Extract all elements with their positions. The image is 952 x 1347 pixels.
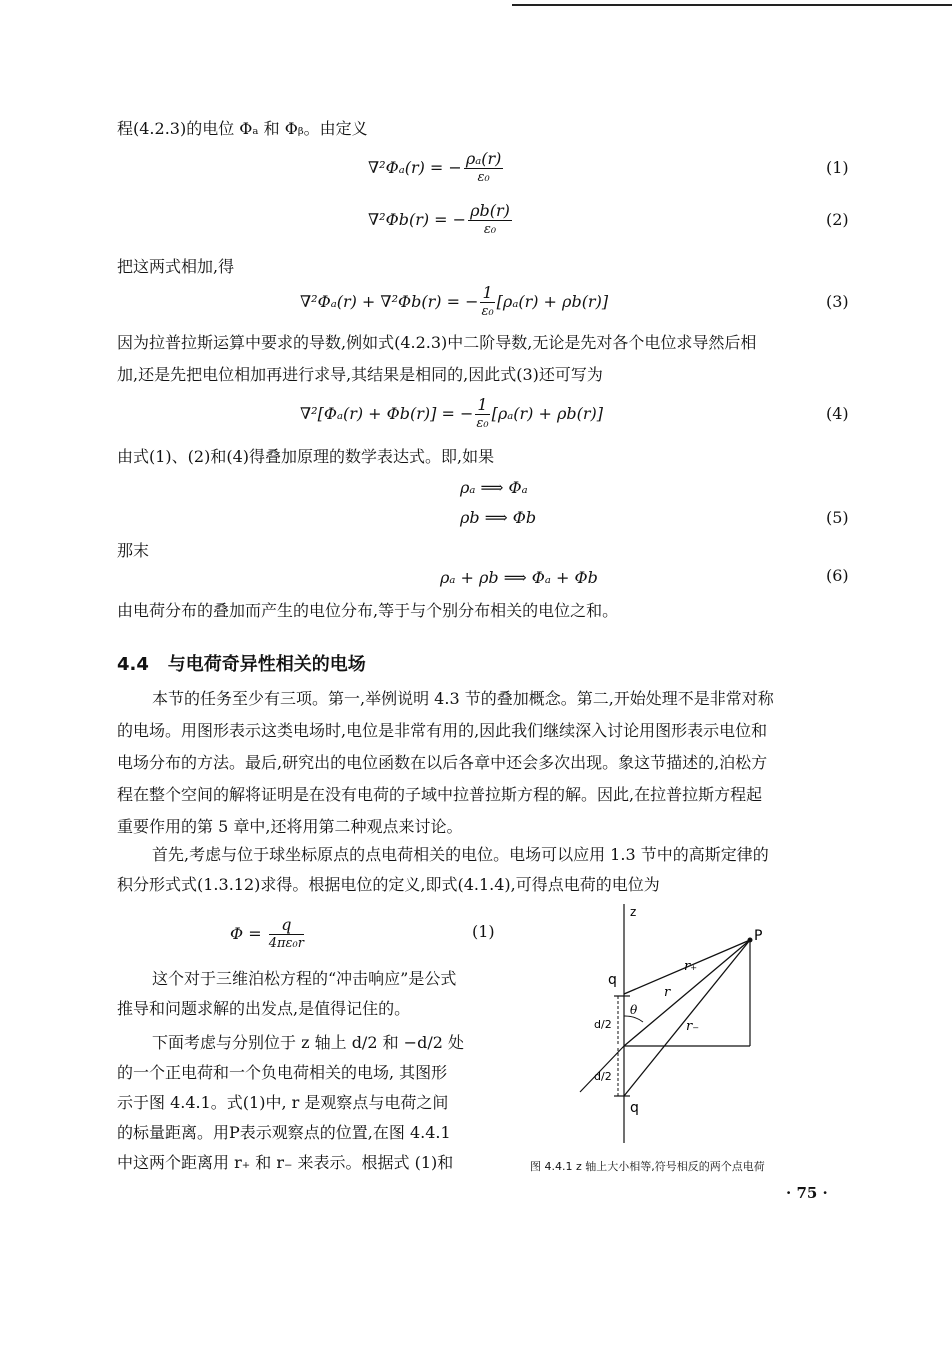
equation-3: [300, 284, 608, 321]
section-title: 与电荷奇异性相关的电场: [167, 654, 366, 675]
label-d2-bot: d/2: [594, 1070, 612, 1083]
eq3-rhs: [ρₐ(r) + ρb(r)]: [496, 292, 609, 311]
eqpt-tag: (1): [472, 922, 495, 941]
section-heading: [117, 650, 366, 676]
eq3-lhs: ∇²Φₐ(r) + ∇²Φb(r) = −: [300, 292, 479, 311]
figure-4-4-1: [560, 898, 820, 1148]
s-p4-line2: 的一个正电荷和一个负电荷相关的电场, 其图形: [117, 1063, 448, 1082]
para1-line2: 加,还是先把电位相加再进行求导,其结果是相同的,因此式(3)还可写为: [117, 365, 603, 384]
para2: 由式(1)、(2)和(4)得叠加原理的数学表达式。即,如果: [117, 447, 495, 466]
section-number: 4.4: [117, 654, 149, 675]
add-line: 把这两式相加,得: [117, 257, 235, 276]
eq2-den: ε₀: [483, 222, 497, 237]
s-p3-line2: 推导和问题求解的出发点,是值得记住的。: [117, 999, 411, 1018]
label-p: P: [754, 928, 763, 944]
s-p1-line5: 重要作用的第 5 章中,还将用第二种观点来讨论。: [117, 817, 463, 836]
s-p1-line2: 的电场。用图形表示这类电场时,电位是非常有用的,因此我们继续深入讨论用图形表示电位和: [117, 721, 768, 740]
eq4-rhs: [ρₐ(r) + ρb(r)]: [491, 404, 603, 423]
equation-1: [368, 150, 505, 187]
eq2-tag: (2): [826, 210, 849, 229]
eq2-num: ρb(r): [470, 201, 510, 220]
eq2-lhs: ∇²Φb(r) = −: [368, 210, 467, 229]
eqpt-num: q: [269, 916, 304, 935]
equation-4: [300, 396, 603, 433]
label-z: z: [630, 905, 637, 919]
label-d2-top: d/2: [594, 1018, 612, 1031]
eq4-num: 1: [477, 395, 488, 414]
s-p2-line2: 积分形式式(1.3.12)求得。根据电位的定义,即式(4.1.4),可得点电荷的电位为: [117, 875, 660, 894]
label-theta: θ: [630, 1003, 638, 1017]
s-p3-line1: 这个对于三维泊松方程的“冲击响应”是公式: [152, 969, 457, 988]
point-p: [748, 938, 753, 943]
eq3-den: ε₀: [481, 304, 494, 319]
eq1-den: ε₀: [477, 170, 490, 185]
para3: 由电荷分布的叠加而产生的电位分布,等于与个别分布相关的电位之和。: [117, 601, 619, 620]
eq5a: ρₐ ⟹ Φₐ: [460, 478, 528, 497]
label-r-plus: r₊: [684, 959, 698, 974]
intro-line: 程(4.2.3)的电位 Φₐ 和 Φᵦ。由定义: [117, 119, 368, 138]
para1-line1: 因为拉普拉斯运算中要求的导数,例如式(4.2.3)中二阶导数,无论是先对各个电位求导然后相: [117, 333, 757, 352]
eq5b: ρb ⟹ Φb: [460, 508, 537, 527]
label-r-minus: r₋: [686, 1019, 700, 1034]
then-line: 那末: [117, 541, 150, 560]
figure-caption: 图 4.4.1 z 轴上大小相等,符号相反的两个点电荷: [530, 1160, 765, 1173]
header-rule: [512, 4, 952, 6]
eq1-num: ρₐ(r): [465, 149, 502, 168]
label-r: r: [664, 985, 671, 1000]
equation-point-charge: [230, 916, 306, 953]
s-p4-line5: 中这两个距离用 r₊ 和 r₋ 来表示。根据式 (1)和: [117, 1153, 454, 1172]
eqpt-lhs: Φ =: [230, 924, 267, 943]
eq4-lhs: ∇²[Φₐ(r) + Φb(r)] = −: [300, 404, 474, 423]
s-p4-line1: 下面考虑与分别位于 z 轴上 d/2 和 −d/2 处: [152, 1033, 464, 1052]
s-p1-line1: 本节的任务至少有三项。第一,举例说明 4.3 节的叠加概念。第二,开始处理不是非常对称: [152, 689, 774, 708]
s-p4-line3: 示于图 4.4.1。式(1)中, r 是观察点与电荷之间: [117, 1093, 449, 1112]
eq5-tag: (5): [826, 508, 849, 527]
eq1-lhs: ∇²Φₐ(r) = −: [368, 158, 462, 177]
label-q-bot: q: [630, 1100, 639, 1116]
equation-2: [368, 202, 514, 239]
eqpt-den: 4πε₀r: [268, 936, 304, 951]
s-p1-line4: 程在整个空间的解将证明是在没有电荷的子域中拉普拉斯方程的解。因此,在拉普拉斯方程起: [117, 785, 763, 804]
eq6: ρₐ + ρb ⟹ Φₐ + Φb: [440, 568, 598, 587]
s-p1-line3: 电场分布的方法。最后,研究出的电位函数在以后各章中还会多次出现。象这节描述的,泊松方: [117, 753, 768, 772]
s-p2-line1: 首先,考虑与位于球坐标原点的点电荷相关的电位。电场可以应用 1.3 节中的高斯定律的: [152, 845, 769, 864]
page-number: · 75 ·: [786, 1184, 828, 1202]
eq6-tag: (6): [826, 566, 849, 585]
eq4-den: ε₀: [476, 416, 489, 431]
eq1-tag: (1): [826, 158, 849, 177]
eq4-tag: (4): [826, 404, 849, 423]
s-p4-line4: 的标量距离。用P表示观察点的位置,在图 4.4.1: [117, 1123, 451, 1142]
eq3-num: 1: [482, 283, 493, 302]
eq3-tag: (3): [826, 292, 849, 311]
label-q-top: q: [608, 972, 617, 988]
